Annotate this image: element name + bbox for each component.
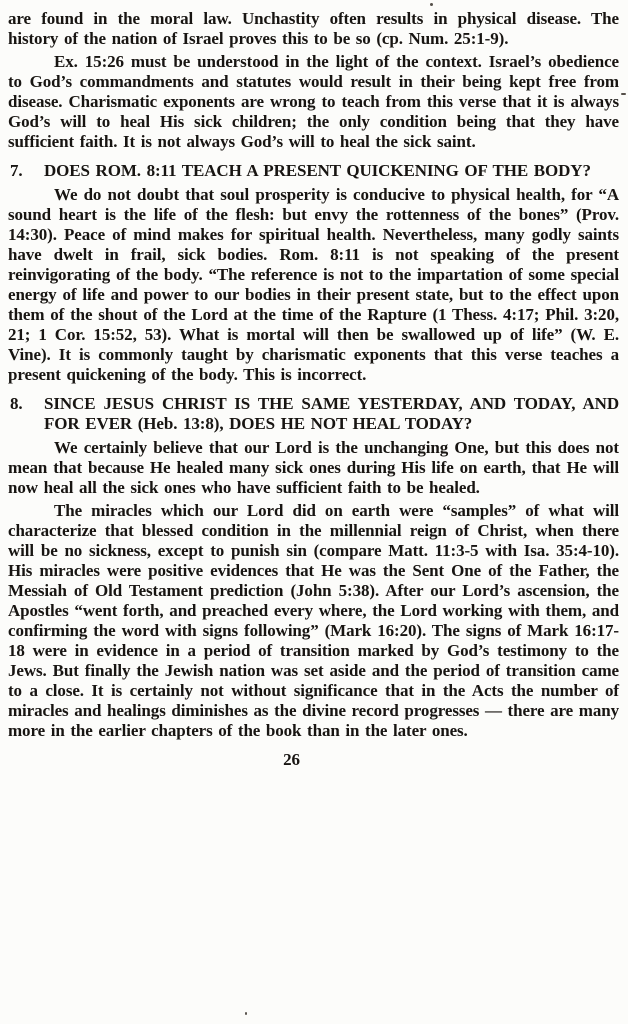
paragraph-unchanging-one: We certainly believe that our Lord is the unchanging One, but this does not mean that because He healed many sick ones during His life on earth, that He will now heal all the sick ones who have sufficient faith to be healed. (8, 438, 619, 497)
paragraph-miracles: The miracles which our Lord did on earth were “samples” of what will characterize that blessed condition in the millennial reign of Christ, when there will be no sickness, except to punish sin (compare Matt. 11:3-5 with Isa. 35:4-10). His miracles were positive evidences that He was the Sent One of the Father, the Messiah of Old Testament prediction (John 5:38). After our Lord’s ascension, the Apostles “went forth, and preached every where, the Lord working with them, and confirming the word with signs following” (Mark 16:20). The signs of Mark 16:17-18 were in evidence in a period of transition marked by God’s testimony to the Jews. But finally the Jewish nation was set aside and the period of transition came to a close. It is certainly not without significance that in the Acts the number of miracles and healings diminishes as the divine record progresses — there are many more in the earlier chapters of the book than in the later ones. (8, 501, 619, 740)
section-number: 8. (10, 394, 23, 413)
paragraph-ex-15-26: Ex. 15:26 must be understood in the light of the context. Israel’s obedience to God’s commandments and statutes would result in their being kept free from disease. Charismatic exponents are wrong to teach from this verse that it is always God’s will to heal His sick children; the only condition being that they have sufficient faith. It is not always God’s will to heal the sick saint. (8, 52, 619, 151)
section-heading-7 (10, 161, 619, 181)
paragraph-rom-8-11: We do not doubt that soul prosperity is conducive to physical health, for “A sound heart is the life of the flesh: but envy the rottenness of the bones” (Prov. 14:30). Peace of mind makes for spiritual health. Nevertheless, many godly saints have dwelt in frail, sick bodies. Rom. 8:11 is not speaking of the present reinvigorating of the body. “The reference is not to the impartation of some special energy of life and power to our bodies in their present state, but to the effect upon them of the shout of the Lord at the time of the Rapture (1 Thess. 4:17; Phil. 3:20, 21; 1 Cor. 15:52, 53). What is mortal will then be swallowed up of life” (W. E. Vine). It is commonly taught by charismatic exponents that this verse teaches a present quickening of the body. This is incorrect. (8, 185, 619, 384)
section-number: 7. (10, 161, 23, 180)
scan-speck (430, 3, 433, 6)
scan-speck (245, 1012, 247, 1015)
section-heading-8 (10, 394, 619, 434)
page-number: 26 (283, 750, 300, 769)
section-title: DOES ROM. 8:11 TEACH A PRESENT QUICKENING OF THE BODY? (44, 161, 591, 180)
section-title: SINCE JESUS CHRIST IS THE SAME YESTERDAY, AND TODAY, AND FOR EVER (Heb. 13:8), DOES HE NOT HEAL TODAY? (44, 394, 619, 433)
paragraph-continuation: are found in the moral law. Unchastity often results in physical disease. The history of the nation of Israel proves this to be so (cp. Num. 25:1-9). (8, 9, 619, 48)
scan-speck (621, 93, 626, 95)
